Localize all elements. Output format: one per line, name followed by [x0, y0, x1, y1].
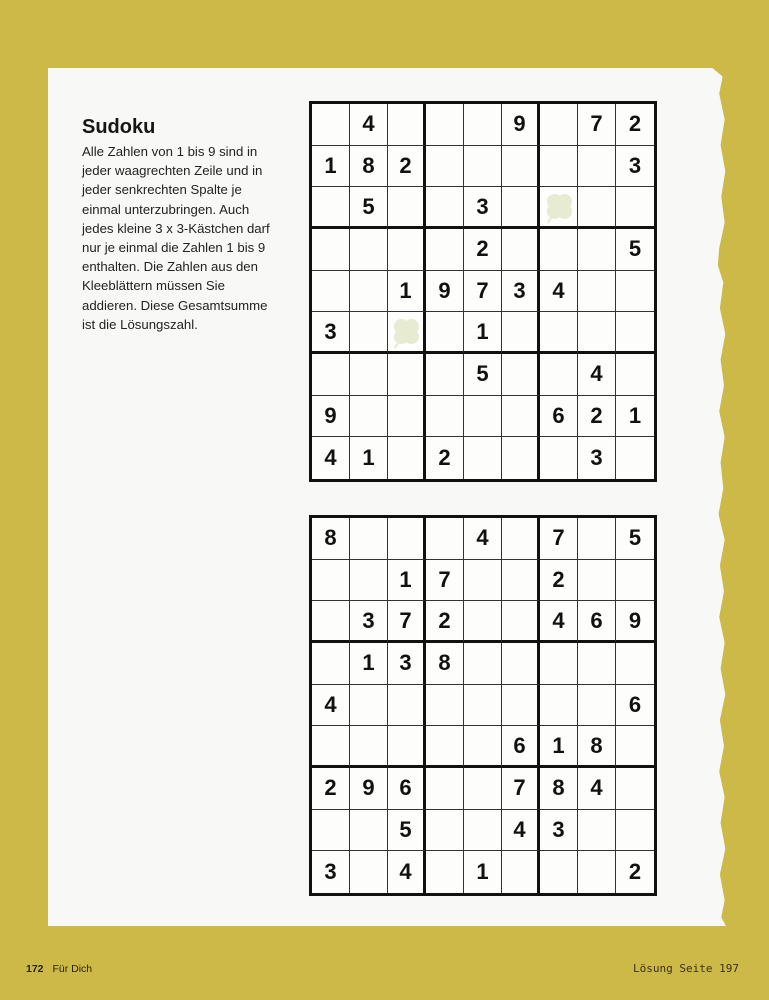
given-digit: 6 [590, 607, 603, 633]
given-digit: 7 [513, 775, 526, 801]
sudoku-cell[interactable] [578, 768, 616, 810]
sudoku-cell[interactable] [350, 726, 388, 768]
sudoku-cell[interactable] [312, 685, 350, 727]
sudoku-cell[interactable] [312, 810, 350, 852]
sudoku-cell[interactable] [388, 396, 426, 438]
sudoku-cell[interactable] [502, 851, 540, 893]
sudoku-cell[interactable] [350, 601, 388, 643]
sudoku-cell[interactable] [388, 726, 426, 768]
section-name: Für Dich [52, 963, 93, 975]
sudoku-cell[interactable] [350, 768, 388, 810]
given-digit: 9 [628, 607, 642, 633]
sudoku-cell[interactable] [540, 601, 578, 643]
given-digit: 1 [362, 445, 375, 471]
given-digit: 1 [476, 859, 489, 885]
given-digit: 3 [324, 859, 337, 885]
sudoku-cell[interactable] [426, 354, 464, 396]
sudoku-cell[interactable] [616, 601, 654, 643]
given-digit: 2 [476, 236, 489, 262]
sudoku-cell[interactable] [388, 518, 426, 560]
sudoku-cell[interactable] [464, 560, 502, 602]
sudoku-cell[interactable] [388, 229, 426, 271]
given-digit: 2 [628, 859, 642, 885]
given-digit: 9 [438, 277, 451, 303]
given-digit: 4 [552, 277, 565, 303]
sudoku-cell[interactable] [540, 518, 578, 560]
given-digit: 1 [399, 566, 412, 592]
sudoku-cell[interactable] [578, 560, 616, 602]
sudoku-cell[interactable] [426, 810, 464, 852]
sudoku-cell[interactable] [502, 685, 540, 727]
given-digit: 6 [399, 775, 412, 801]
sudoku-cell[interactable] [578, 396, 616, 438]
sudoku-cell[interactable] [464, 685, 502, 727]
sudoku-cell[interactable] [350, 104, 388, 146]
sudoku-cell[interactable] [616, 685, 654, 727]
given-digit: 2 [438, 445, 451, 471]
sudoku-cell[interactable] [350, 146, 388, 188]
sudoku-cell[interactable] [540, 851, 578, 893]
sudoku-cell[interactable] [388, 810, 426, 852]
given-digit: 7 [552, 525, 565, 551]
sudoku-cell[interactable] [540, 437, 578, 479]
sudoku-cell[interactable] [464, 312, 502, 354]
sudoku-cell[interactable] [312, 560, 350, 602]
sudoku-cell[interactable] [312, 104, 350, 146]
sudoku-cell[interactable] [578, 601, 616, 643]
sudoku-cell[interactable] [464, 104, 502, 146]
given-digit: 5 [628, 525, 642, 551]
sudoku-cell[interactable] [350, 560, 388, 602]
given-digit: 5 [399, 816, 412, 842]
sudoku-cell[interactable] [350, 810, 388, 852]
given-digit: 2 [399, 152, 412, 178]
sudoku-cell[interactable] [540, 104, 578, 146]
given-digit: 5 [476, 361, 489, 387]
clover-icon [391, 317, 421, 347]
sudoku-cell[interactable] [426, 146, 464, 188]
sudoku-cell[interactable] [502, 271, 540, 313]
sudoku-cell[interactable] [426, 437, 464, 479]
sudoku-cell[interactable] [426, 104, 464, 146]
sudoku-cell[interactable] [426, 601, 464, 643]
sudoku-cell[interactable] [464, 810, 502, 852]
sudoku-cell[interactable] [616, 768, 654, 810]
sudoku-cell[interactable] [464, 518, 502, 560]
given-digit: 4 [362, 111, 375, 137]
sudoku-cell[interactable] [312, 354, 350, 396]
given-digit: 3 [552, 816, 565, 842]
puzzle-instructions: Alle Zahlen von 1 bis 9 sind in jeder waagrechten Zeile und in jeder senkrechten Spalte je einmal unterzubringen. Auch jedes kleine 3 x 3-Kästchen darf nur je einmal die Zahlen 1 bis 9 enthalten. Die Zahlen aus den Kleeblättern müssen Sie addieren. Diese Gesamtsumme ist die Lösungszahl. [82, 144, 270, 332]
sudoku-cell[interactable] [350, 354, 388, 396]
sudoku-cell[interactable] [464, 601, 502, 643]
sudoku-cell[interactable] [502, 518, 540, 560]
sudoku-cell[interactable] [312, 437, 350, 479]
sudoku-cell[interactable] [578, 851, 616, 893]
given-digit: 4 [513, 816, 526, 842]
sudoku-cell[interactable] [388, 768, 426, 810]
sudoku-cell[interactable] [616, 271, 654, 313]
sudoku-cell[interactable] [312, 312, 350, 354]
sudoku-cell[interactable] [464, 187, 502, 229]
sudoku-cell[interactable] [616, 437, 654, 479]
sudoku-cell[interactable] [540, 187, 578, 229]
given-digit: 9 [513, 111, 526, 137]
sudoku-cell[interactable] [540, 810, 578, 852]
sudoku-cell[interactable] [350, 396, 388, 438]
sudoku-cell[interactable] [388, 312, 426, 354]
given-digit: 7 [476, 277, 489, 303]
given-digit: 3 [513, 277, 526, 303]
sudoku-cell[interactable] [350, 643, 388, 685]
sudoku-cell[interactable] [464, 396, 502, 438]
sudoku-cell[interactable] [578, 643, 616, 685]
given-digit: 9 [324, 402, 337, 428]
given-digit: 5 [362, 193, 375, 219]
sudoku-cell[interactable] [540, 643, 578, 685]
sudoku-cell[interactable] [426, 643, 464, 685]
sudoku-cell[interactable] [312, 229, 350, 271]
sudoku-cell[interactable] [616, 396, 654, 438]
sudoku-cell[interactable] [540, 312, 578, 354]
sudoku-cell[interactable] [350, 312, 388, 354]
sudoku-cell[interactable] [464, 643, 502, 685]
page-footer-left [26, 963, 92, 975]
sudoku-cell[interactable] [426, 685, 464, 727]
sudoku-cell[interactable] [312, 187, 350, 229]
sudoku-cell[interactable] [350, 229, 388, 271]
sudoku-cell[interactable] [426, 187, 464, 229]
sudoku-cell[interactable] [350, 518, 388, 560]
sudoku-cell[interactable] [464, 229, 502, 271]
given-digit: 3 [324, 318, 337, 344]
sudoku-cell[interactable] [540, 146, 578, 188]
given-digit: 1 [628, 402, 642, 428]
sudoku-cell[interactable] [464, 146, 502, 188]
given-digit: 4 [590, 775, 603, 801]
sudoku-cell[interactable] [502, 768, 540, 810]
sudoku-cell[interactable] [616, 726, 654, 768]
given-digit: 2 [324, 775, 337, 801]
given-digit: 3 [476, 193, 489, 219]
given-digit: 6 [552, 402, 565, 428]
sudoku-cell[interactable] [350, 851, 388, 893]
sudoku-cell[interactable] [616, 560, 654, 602]
sudoku-cell[interactable] [502, 437, 540, 479]
sudoku-cell[interactable] [502, 354, 540, 396]
sudoku-cell[interactable] [578, 229, 616, 271]
sudoku-cell[interactable] [464, 437, 502, 479]
given-digit: 1 [324, 152, 337, 178]
sudoku-cell[interactable] [578, 104, 616, 146]
sudoku-cell[interactable] [350, 437, 388, 479]
sudoku-cell[interactable] [578, 146, 616, 188]
given-digit: 2 [590, 402, 603, 428]
sudoku-cell[interactable] [578, 354, 616, 396]
sudoku-cell[interactable] [540, 354, 578, 396]
sudoku-cell[interactable] [616, 354, 654, 396]
sudoku-cell[interactable] [388, 271, 426, 313]
sudoku-cell[interactable] [616, 810, 654, 852]
sudoku-cell[interactable] [616, 643, 654, 685]
given-digit: 8 [362, 152, 375, 178]
sudoku-cell[interactable] [578, 726, 616, 768]
sudoku-cell[interactable] [388, 437, 426, 479]
sudoku-cell[interactable] [312, 851, 350, 893]
page-number: 172 [26, 963, 44, 975]
given-digit: 4 [590, 361, 603, 387]
given-digit: 2 [628, 111, 642, 137]
sudoku-cell[interactable] [502, 726, 540, 768]
given-digit: 6 [628, 691, 642, 717]
given-digit: 4 [476, 525, 489, 551]
given-digit: 8 [590, 732, 603, 758]
sudoku-cell[interactable] [502, 560, 540, 602]
sudoku-cell[interactable] [426, 768, 464, 810]
given-digit: 1 [399, 277, 412, 303]
sudoku-cell[interactable] [312, 271, 350, 313]
sudoku-cell[interactable] [540, 685, 578, 727]
sudoku-cell[interactable] [464, 726, 502, 768]
sudoku-cell[interactable] [388, 685, 426, 727]
sudoku-cell[interactable] [578, 312, 616, 354]
sudoku-cell[interactable] [578, 187, 616, 229]
sudoku-cell[interactable] [502, 396, 540, 438]
given-digit: 1 [362, 650, 375, 676]
sudoku-cell[interactable] [388, 146, 426, 188]
sudoku-cell[interactable] [312, 768, 350, 810]
sudoku-cell[interactable] [502, 229, 540, 271]
sudoku-cell[interactable] [426, 726, 464, 768]
sudoku-cell[interactable] [616, 104, 654, 146]
puzzle-title: Sudoku [82, 116, 156, 138]
sudoku-cell[interactable] [312, 518, 350, 560]
given-digit: 8 [552, 775, 565, 801]
sudoku-cell[interactable] [464, 271, 502, 313]
sudoku-cell[interactable] [426, 851, 464, 893]
sudoku-cell[interactable] [464, 768, 502, 810]
sudoku-cell[interactable] [388, 601, 426, 643]
sudoku-cell[interactable] [426, 518, 464, 560]
sudoku-cell[interactable] [616, 187, 654, 229]
sudoku-cell[interactable] [578, 518, 616, 560]
sudoku-cell[interactable] [502, 187, 540, 229]
sudoku-cell[interactable] [426, 396, 464, 438]
sudoku-cell[interactable] [578, 437, 616, 479]
sudoku-cell[interactable] [312, 601, 350, 643]
sudoku-cell[interactable] [616, 146, 654, 188]
sudoku-cell[interactable] [350, 187, 388, 229]
sudoku-cell[interactable] [540, 271, 578, 313]
sudoku-cell[interactable] [350, 271, 388, 313]
sudoku-cell[interactable] [540, 726, 578, 768]
sudoku-cell[interactable] [616, 518, 654, 560]
sudoku-cell[interactable] [426, 312, 464, 354]
given-digit: 3 [628, 152, 642, 178]
sudoku-cell[interactable] [350, 685, 388, 727]
given-digit: 1 [552, 732, 565, 758]
solution-reference: Lösung Seite 197 [633, 962, 739, 975]
sudoku-cell[interactable] [312, 396, 350, 438]
given-digit: 1 [476, 318, 489, 344]
sudoku-cell[interactable] [502, 104, 540, 146]
given-digit: 2 [438, 607, 451, 633]
sudoku-cell[interactable] [578, 271, 616, 313]
given-digit: 7 [438, 566, 451, 592]
sudoku-cell[interactable] [312, 726, 350, 768]
given-digit: 4 [324, 691, 337, 717]
sudoku-cell[interactable] [540, 396, 578, 438]
sudoku-cell[interactable] [426, 271, 464, 313]
sudoku-cell[interactable] [578, 685, 616, 727]
sudoku-cell[interactable] [540, 229, 578, 271]
sudoku-cell[interactable] [502, 601, 540, 643]
sudoku-cell[interactable] [502, 312, 540, 354]
sudoku-cell[interactable] [426, 229, 464, 271]
clover-icon [544, 192, 574, 222]
sudoku-cell[interactable] [388, 851, 426, 893]
sudoku-grid-2 [309, 515, 657, 896]
sudoku-cell[interactable] [388, 354, 426, 396]
sudoku-cell[interactable] [426, 560, 464, 602]
sudoku-cell[interactable] [388, 643, 426, 685]
sudoku-cell[interactable] [464, 354, 502, 396]
sudoku-cell[interactable] [388, 560, 426, 602]
given-digit: 4 [552, 607, 565, 633]
given-digit: 2 [552, 566, 565, 592]
sudoku-cell[interactable] [502, 146, 540, 188]
given-digit: 4 [399, 859, 412, 885]
sudoku-cell[interactable] [540, 560, 578, 602]
sudoku-cell[interactable] [312, 146, 350, 188]
sudoku-cell[interactable] [388, 104, 426, 146]
sudoku-cell[interactable] [502, 810, 540, 852]
sudoku-grid-1 [309, 101, 657, 482]
given-digit: 5 [628, 236, 642, 262]
given-digit: 7 [399, 607, 412, 633]
sudoku-cell[interactable] [502, 643, 540, 685]
given-digit: 6 [513, 732, 526, 758]
given-digit: 4 [324, 445, 337, 471]
given-digit: 7 [590, 111, 603, 137]
given-digit: 3 [590, 445, 603, 471]
sudoku-cell[interactable] [578, 810, 616, 852]
given-digit: 3 [399, 650, 412, 676]
sudoku-cell[interactable] [616, 312, 654, 354]
sudoku-cell[interactable] [616, 851, 654, 893]
given-digit: 3 [362, 607, 375, 633]
sudoku-cell[interactable] [464, 851, 502, 893]
sudoku-cell[interactable] [616, 229, 654, 271]
given-digit: 8 [324, 525, 337, 551]
sudoku-cell[interactable] [312, 643, 350, 685]
given-digit: 8 [438, 650, 451, 676]
sudoku-cell[interactable] [540, 768, 578, 810]
given-digit: 9 [362, 775, 375, 801]
sudoku-cell[interactable] [388, 187, 426, 229]
